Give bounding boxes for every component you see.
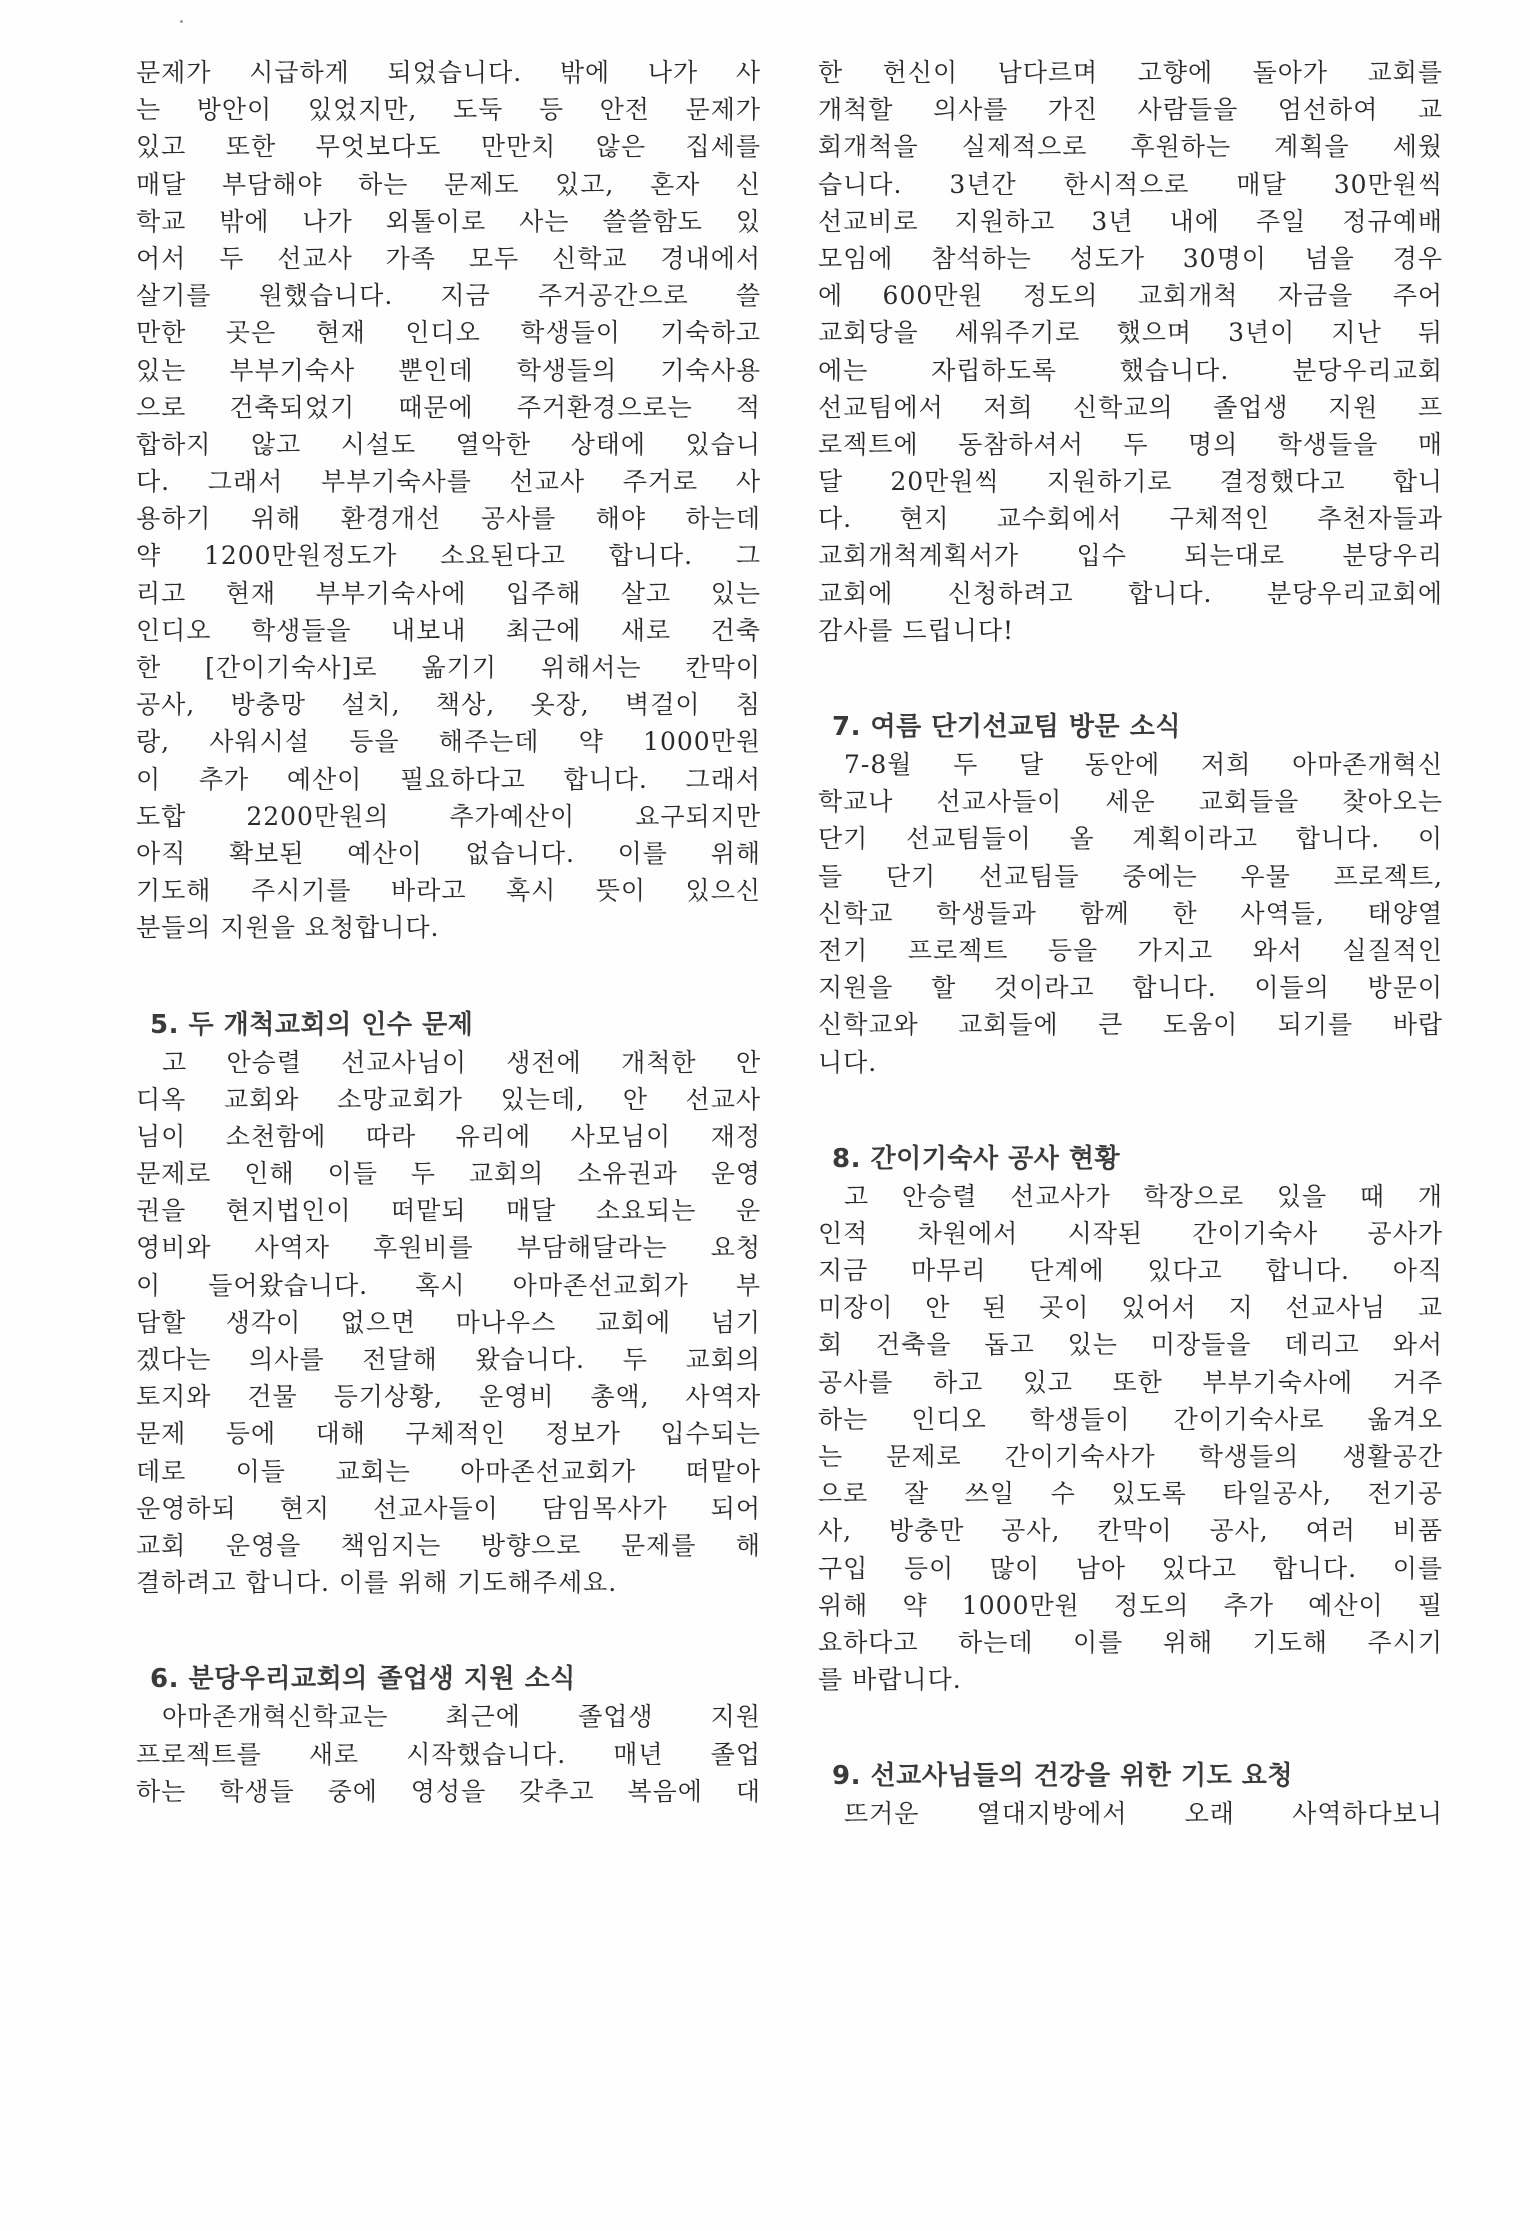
section-7 — [818, 709, 1443, 1081]
text-line: 도합 2200만원의 추가예산이 요구되지만 — [136, 801, 761, 831]
text-line: 이 추가 예산이 필요하다고 합니다. 그래서 — [136, 764, 761, 794]
text-line: 겠다는 의사를 전달해 왔습니다. 두 교회의 — [136, 1345, 761, 1374]
scan-speck — [180, 20, 183, 23]
text-line: 문제 등에 대해 구체적인 정보가 입수되는 — [136, 1419, 761, 1449]
text-line: 한 헌신이 남다르며 고향에 돌아가 교회를 — [818, 58, 1443, 87]
text-line: 이 들어왔습니다. 혹시 아마존선교회가 부 — [136, 1270, 761, 1300]
text-line: 미장이 안 된 곳이 있어서 지 선교사님 교 — [818, 1293, 1443, 1323]
text-line: 감사를 드립니다! — [818, 615, 1015, 645]
section-9 — [818, 1758, 1443, 1832]
text-line: 권을 현지법인이 떠맡되 매달 소요되는 운 — [136, 1196, 761, 1226]
text-line: 구입 등이 많이 남아 있다고 합니다. 이를 — [818, 1553, 1443, 1583]
text-line: 교회 운영을 책임지는 방향으로 문제를 해 — [136, 1530, 761, 1560]
text-line: 어서 두 선교사 가족 모두 신학교 경내에서 — [136, 243, 761, 273]
text-line: 교회당을 세워주기로 했으며 3년이 지난 뒤 — [818, 318, 1443, 348]
text-line: 달 20만원씩 지원하기로 결정했다고 합니 — [818, 467, 1443, 497]
text-line: 7-8월 두 달 동안에 저희 아마존개혁신 — [844, 750, 1443, 779]
text-line: 습니다. 3년간 한시적으로 매달 30만원씩 — [818, 169, 1443, 199]
text-line: 모임에 참석하는 성도가 30명이 넘을 경우 — [818, 243, 1443, 273]
text-line: 프로젝트를 새로 시작했습니다. 매년 졸업 — [136, 1739, 761, 1769]
text-line: 단기 선교팀들이 올 계획이라고 합니다. 이 — [818, 824, 1443, 854]
text-line: 요하다고 하는데 이를 위해 기도해 주시기 — [818, 1627, 1443, 1657]
section-spacer — [818, 1698, 1443, 1758]
text-line: 아직 확보된 예산이 없습니다. 이를 위해 — [136, 838, 761, 868]
section-heading: 6. 분당우리교회의 졸업생 지원 소식 — [150, 1664, 576, 1695]
text-line: 담할 생각이 없으면 마나우스 교회에 넘기 — [136, 1307, 761, 1337]
text-line: 문제가 시급하게 되었습니다. 밖에 나가 사 — [136, 58, 761, 87]
text-line: 뜨거운 열대지방에서 오래 사역하다보니 — [844, 1799, 1443, 1829]
text-line: 인디오 학생들을 내보내 최근에 새로 건축 — [136, 615, 761, 645]
text-line: 하는 학생들 중에 영성을 갖추고 복음에 대 — [136, 1776, 761, 1806]
text-line: 약 1200만원정도가 소요된다고 합니다. 그 — [136, 541, 761, 571]
section-spacer — [136, 1601, 761, 1661]
text-line: 사, 방충만 공사, 칸막이 공사, 여러 비품 — [818, 1516, 1443, 1546]
text-line: 고 안승렬 선교사가 학장으로 있을 때 개 — [844, 1181, 1443, 1211]
text-line: 살기를 원했습니다. 지금 주거공간으로 쓸 — [136, 281, 761, 311]
text-line: 으로 잘 쓰일 수 있도록 타일공사, 전기공 — [818, 1479, 1443, 1509]
text-line: 에는 자립하도록 했습니다. 분당우리교회 — [818, 355, 1443, 385]
text-line: 개척할 의사를 가진 사람들을 엄선하여 교 — [818, 95, 1443, 125]
text-line: 합하지 않고 시설도 열악한 상태에 있습니 — [136, 429, 761, 459]
text-line: 고 안승렬 선교사님이 생전에 개척한 안 — [162, 1047, 761, 1077]
text-line: 인적 차원에서 시작된 간이기숙사 공사가 — [818, 1218, 1443, 1248]
text-line: 지금 마무리 단계에 있다고 합니다. 아직 — [818, 1256, 1443, 1286]
text-line: 문제로 인해 이들 두 교회의 소유권과 운영 — [136, 1159, 761, 1189]
text-line: 회 건축을 돕고 있는 미장들을 데리고 와서 — [818, 1330, 1443, 1360]
text-line: 다. 그래서 부부기숙사를 선교사 주거로 사 — [136, 467, 761, 497]
text-line: 매달 부담해야 하는 문제도 있고, 혼자 신 — [136, 169, 761, 199]
text-line: 기도해 주시기를 바라고 혹시 뜻이 있으신 — [136, 876, 761, 906]
text-line: 공사를 하고 있고 또한 부부기숙사에 거주 — [818, 1367, 1443, 1397]
section-spacer — [818, 649, 1443, 709]
text-line: 들 단기 선교팀들 중에는 우물 프로젝트, — [818, 861, 1443, 891]
section-6-continued — [818, 54, 1443, 649]
text-line: 결하려고 합니다. 이를 위해 기도해주세요. — [136, 1568, 618, 1598]
text-line: 는 문제로 간이기숙사가 학생들의 생활공간 — [818, 1442, 1443, 1471]
text-line: 토지와 건물 등기상황, 운영비 총액, 사역자 — [136, 1382, 761, 1412]
text-line: 데로 이들 교회는 아마존선교회가 떠맡아 — [136, 1456, 761, 1486]
text-line: 신학교와 교회들에 큰 도움이 되기를 바랍 — [818, 1010, 1443, 1040]
section-5 — [136, 1007, 761, 1602]
section-8 — [818, 1141, 1443, 1699]
text-line: 신학교 학생들과 함께 한 사역들, 태양열 — [818, 898, 1443, 928]
text-line: 운영하되 현지 선교사들이 담임목사가 되어 — [136, 1493, 761, 1523]
section-heading: 9. 선교사님들의 건강을 위한 기도 요청 — [832, 1761, 1293, 1792]
text-line: 있고 또한 무엇보다도 만만치 않은 집세를 — [136, 132, 761, 162]
text-line: 로젝트에 동참하셔서 두 명의 학생들을 매 — [818, 429, 1443, 459]
text-line: 하는 인디오 학생들이 간이기숙사로 옮겨오 — [818, 1404, 1443, 1434]
text-line: 에 600만원 정도의 교회개척 자금을 주어 — [818, 281, 1443, 311]
text-line: 선교팀에서 저희 신학교의 졸업생 지원 프 — [818, 392, 1443, 422]
text-line: 교회개척계획서가 입수 되는대로 분당우리 — [818, 541, 1443, 571]
section-spacer — [136, 947, 761, 1007]
text-line: 용하기 위해 환경개선 공사를 해야 하는데 — [136, 504, 761, 534]
text-line: 선교비로 지원하고 3년 내에 주일 정규예배 — [818, 206, 1443, 236]
text-line: 있는 부부기숙사 뿐인데 학생들의 기숙사용 — [136, 355, 761, 385]
text-line: 영비와 사역자 후원비를 부담해달라는 요청 — [136, 1233, 761, 1263]
text-line: 디옥 교회와 소망교회가 있는데, 안 선교사 — [136, 1084, 761, 1114]
text-line: 분들의 지원을 요청합니다. — [136, 913, 440, 943]
text-line: 학교나 선교사들이 세운 교회들을 찾아오는 — [818, 787, 1443, 817]
text-line: 니다. — [818, 1047, 878, 1077]
text-line: 아마존개혁신학교는 최근에 졸업생 지원 — [162, 1702, 761, 1732]
text-line: 회개척을 실제적으로 후원하는 계획을 세웠 — [818, 132, 1443, 162]
text-line: 만한 곳은 현재 인디오 학생들이 기숙하고 — [136, 318, 761, 348]
text-line: 위해 약 1000만원 정도의 추가 예산이 필 — [818, 1590, 1443, 1620]
text-line: 님이 소천함에 따라 유리에 사모님이 재정 — [136, 1121, 761, 1151]
text-line: 랑, 사워시설 등을 해주는데 약 1000만원 — [136, 727, 761, 757]
text-line: 를 바랍니다. — [818, 1665, 962, 1695]
section-spacer — [818, 1081, 1443, 1141]
text-line: 으로 건축되었기 때문에 주거환경으로는 적 — [136, 392, 761, 422]
text-line: 전기 프로젝트 등을 가지고 와서 실질적인 — [818, 935, 1443, 965]
section-heading: 8. 간이기숙사 공사 현황 — [832, 1143, 1121, 1174]
text-line: 교회에 신청하려고 합니다. 분당우리교회에 — [818, 578, 1443, 608]
right-column — [818, 54, 1443, 1833]
section-heading: 7. 여름 단기선교팀 방문 소식 — [832, 712, 1181, 742]
text-line: 리고 현재 부부기숙사에 입주해 살고 있는 — [136, 578, 761, 608]
left-column — [136, 54, 761, 1810]
section-heading: 5. 두 개척교회의 인수 문제 — [150, 1009, 474, 1040]
text-line: 학교 밖에 나가 외톨이로 사는 쓸쓸함도 있 — [136, 206, 761, 236]
text-line: 다. 현지 교수회에서 구체적인 추천자들과 — [818, 504, 1443, 534]
section-6 — [136, 1661, 761, 1810]
text-line: 는 방안이 있었지만, 도둑 등 안전 문제가 — [136, 95, 761, 125]
text-line: 지원을 할 것이라고 합니다. 이들의 방문이 — [818, 973, 1443, 1003]
text-line: 공사, 방충망 설치, 책상, 옷장, 벽걸이 침 — [136, 690, 761, 720]
intro-paragraph — [136, 54, 761, 947]
text-line: 한 [간이기숙사]로 옮기기 위해서는 칸막이 — [136, 653, 761, 682]
